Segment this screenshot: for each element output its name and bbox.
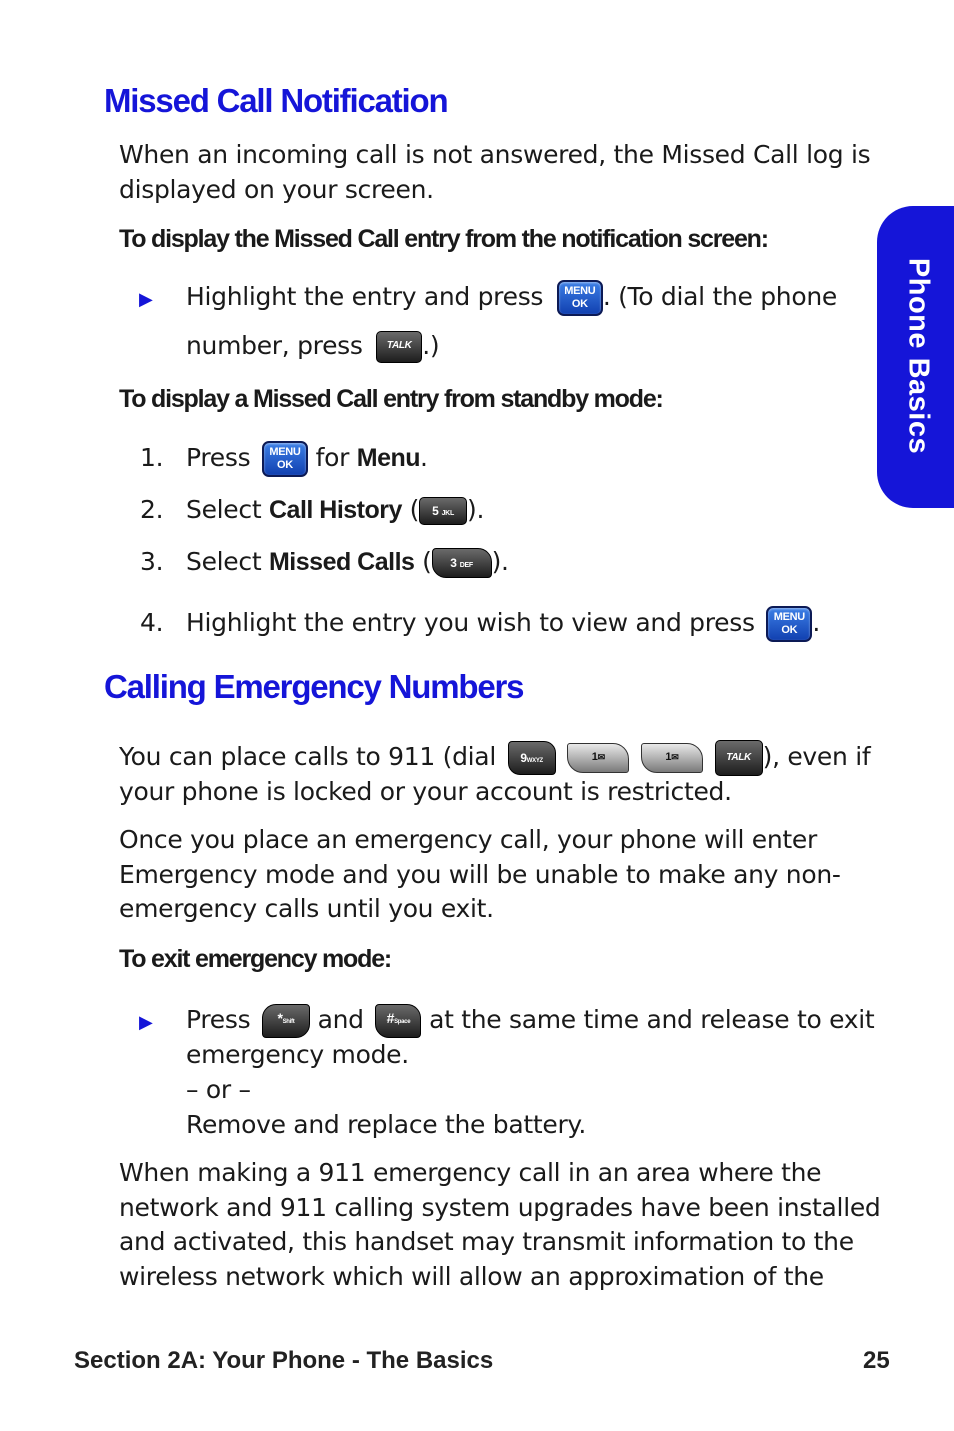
bullet-b-line-3: Remove and replace the battery. [186,1110,587,1139]
key-1-icon: 1✉ [567,743,629,773]
bullet-b-line-1: Press *Shift and #Space at the same time and release to exit [186,1002,874,1038]
key-1-icon: 1✉ [641,743,703,773]
step-3-number: 3. [140,547,164,576]
intro-line-2: displayed on your screen. [119,175,434,204]
subheading-exit-emergency: To exit emergency mode: [119,945,392,973]
side-tab-label: Phone Basics [902,257,935,455]
bullet-a-line-2: number, press TALK .) [186,328,439,363]
menu-ok-key-icon: MENU OK [557,280,603,316]
menu-ok-key-icon: MENU OK [766,606,812,642]
star-key-icon: *Shift [262,1004,310,1038]
emergency-p3-line-4: wireless network which will allow an approximation of the [119,1262,824,1291]
step-1-number: 1. [140,443,164,472]
step-4-number: 4. [140,608,164,637]
subheading-standby: To display a Missed Call entry from standby mode: [119,385,663,413]
emergency-p2-line-3: emergency calls until you exit. [119,894,494,923]
step-2: Select Call History ( 5 JKL ). [186,495,485,524]
intro-line-1: When an incoming call is not answered, the Missed Call log is [119,140,871,169]
emergency-p2-line-1: Once you place an emergency call, your phone will enter [119,825,817,854]
bullet-b-line-2: emergency mode. [186,1040,409,1069]
talk-key-icon: TALK [376,331,422,363]
section-title-emergency: Calling Emergency Numbers [104,668,524,705]
key-5-icon: 5 JKL [419,497,467,525]
bullet-a-line-1: Highlight the entry and press MENU OK . (To dial the phone [186,279,837,316]
subheading-notification: To display the Missed Call entry from the notification screen: [119,225,768,253]
step-2-number: 2. [140,495,164,524]
emergency-p1-line-2: your phone is locked or your account is restricted. [119,777,732,806]
emergency-p3-line-2: network and 911 calling system upgrades have been installed [119,1193,881,1222]
page-number: 25 [863,1347,890,1374]
key-3-icon: 3 DEF [432,548,492,578]
talk-key-icon: TALK [715,740,763,776]
footer-section-title: Section 2A: Your Phone - The Basics [74,1347,494,1374]
bullet-arrow-icon: ▶ [139,289,153,310]
key-9-icon: 9WXYZ [508,741,556,775]
step-1: Press MENU OK for Menu. [186,440,428,477]
emergency-p2-line-2: Emergency mode and you will be unable to make any non- [119,860,841,889]
hash-key-icon: #Space [375,1004,421,1038]
menu-ok-key-icon: MENU OK [262,441,308,477]
or-separator: – or – [186,1075,251,1104]
section-title-missed-call: Missed Call Notification [104,82,448,119]
step-4: Highlight the entry you wish to view and press MENU OK . [186,605,820,642]
emergency-p1-line-1: You can place calls to 911 (dial 9WXYZ 1✉ 1✉ TALK ), even if [119,739,870,776]
bullet-arrow-icon: ▶ [139,1012,153,1033]
emergency-p3-line-3: and activated, this handset may transmit information to the [119,1227,854,1256]
step-3: Select Missed Calls ( 3 DEF ). [186,547,509,576]
emergency-p3-line-1: When making a 911 emergency call in an area where the [119,1158,822,1187]
